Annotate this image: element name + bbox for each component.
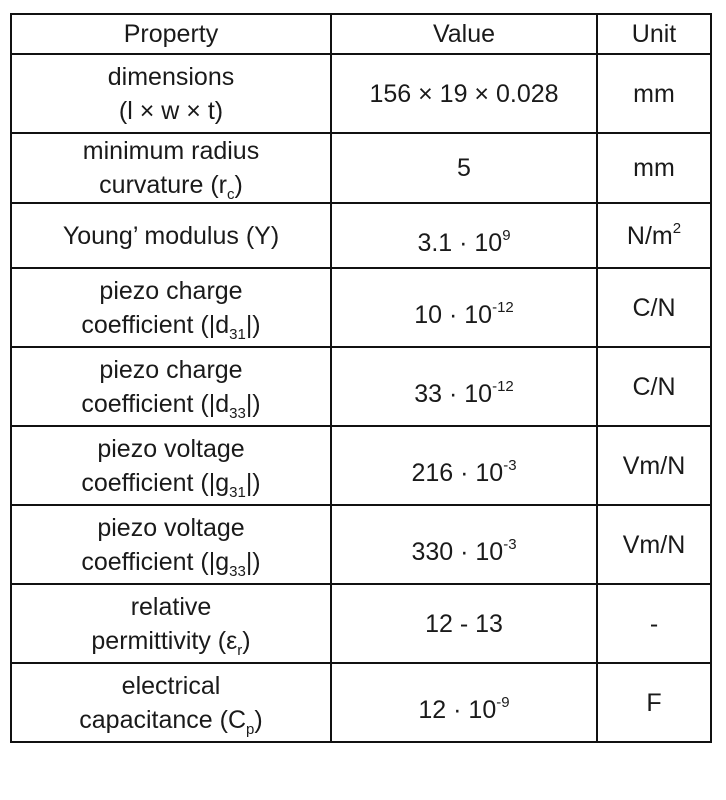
unit-cell (597, 347, 711, 426)
property-subscript: c (226, 186, 235, 203)
unit-base: mm (633, 79, 675, 108)
property-subscript: r (237, 641, 243, 659)
property-line1: Young’ modulus (Y) (62, 221, 280, 250)
property-line2-close: |) (245, 310, 261, 339)
properties-table (10, 13, 712, 743)
value-text (418, 693, 510, 724)
value-cell (331, 203, 597, 268)
value-text (425, 610, 503, 638)
value-cell (331, 505, 597, 584)
property-line1: electrical (121, 671, 221, 700)
header-unit: Unit (597, 14, 711, 54)
unit-cell (597, 505, 711, 584)
property-line2-close: |) (245, 547, 261, 576)
property-line2-close: |) (245, 468, 261, 497)
property-line1: relative (130, 592, 212, 621)
property-line1: piezo voltage (97, 434, 245, 463)
property-line2-close: ) (234, 171, 243, 199)
value-cell (331, 133, 597, 203)
value-base: 12 · 10 (418, 695, 497, 724)
header-property: Property (11, 14, 331, 54)
property-cell (11, 347, 331, 426)
value-exponent: -12 (492, 377, 514, 395)
value-text (414, 377, 514, 408)
property-subscript: 31 (229, 483, 246, 501)
property-line2: (l × w × t) (118, 96, 224, 125)
value-text (369, 80, 558, 108)
header-row (11, 14, 711, 54)
unit-base: Vm/N (622, 451, 686, 480)
property-cell (11, 505, 331, 584)
property-subscript: 33 (229, 404, 246, 422)
value-exponent: -9 (496, 693, 510, 711)
property-cell (11, 203, 331, 268)
property-line2: coefficient (|g (81, 547, 230, 576)
table-row (11, 663, 711, 742)
table-row (11, 133, 711, 203)
table-row (11, 505, 711, 584)
value-exponent: -3 (503, 456, 517, 474)
property-line2: curvature (r (99, 171, 227, 199)
property-line2: capacitance (C (79, 705, 247, 734)
header-value: Value (331, 14, 597, 54)
value-cell (331, 663, 597, 742)
value-text (457, 154, 471, 182)
unit-cell (597, 663, 711, 742)
property-line2-close: ) (242, 626, 251, 655)
property-line1: piezo voltage (97, 513, 245, 542)
value-base: 156 × 19 × 0.028 (369, 79, 559, 108)
value-cell (331, 54, 597, 133)
value-base: 3.1 · 10 (417, 228, 503, 257)
value-cell (331, 426, 597, 505)
property-line2-close: |) (245, 389, 261, 418)
property-cell (11, 663, 331, 742)
table-body (11, 54, 711, 742)
value-base: 216 · 10 (411, 458, 504, 487)
unit-exponent: 2 (672, 219, 682, 237)
unit-cell (597, 268, 711, 347)
property-line2: coefficient (|d (81, 310, 230, 339)
unit-base: mm (633, 154, 675, 182)
unit-cell (597, 133, 711, 203)
property-line1: piezo charge (99, 355, 243, 384)
property-cell (11, 54, 331, 133)
unit-base: N/m (626, 221, 673, 250)
unit-cell (597, 203, 711, 268)
unit-base: C/N (632, 372, 676, 401)
value-base: 330 · 10 (411, 537, 504, 566)
value-exponent: -12 (492, 298, 514, 316)
unit-base: Vm/N (622, 530, 686, 559)
table-row (11, 347, 711, 426)
unit-cell (597, 426, 711, 505)
value-cell (331, 347, 597, 426)
property-line1: minimum radius (82, 137, 260, 165)
value-base: 12 - 13 (425, 609, 503, 638)
property-cell (11, 268, 331, 347)
unit-base: - (649, 609, 659, 638)
property-subscript: p (246, 720, 255, 738)
property-line2-close: ) (254, 705, 263, 734)
unit-base: C/N (632, 293, 676, 322)
value-cell (331, 268, 597, 347)
properties-table-container (10, 13, 710, 743)
unit-cell (597, 54, 711, 133)
property-cell (11, 426, 331, 505)
property-line2: coefficient (|d (81, 389, 230, 418)
value-text (417, 226, 511, 257)
value-cell (331, 584, 597, 663)
value-base: 33 · 10 (414, 379, 493, 408)
property-line2: permittivity (ε (91, 626, 238, 655)
property-line2: coefficient (|g (81, 468, 230, 497)
table-row (11, 426, 711, 505)
unit-cell (597, 584, 711, 663)
table-row (11, 584, 711, 663)
value-base: 10 · 10 (414, 300, 493, 329)
property-line1: piezo charge (99, 276, 243, 305)
property-cell (11, 133, 331, 203)
value-text (414, 298, 514, 329)
table-row (11, 203, 711, 268)
value-exponent: -3 (503, 535, 517, 553)
value-exponent: 9 (502, 226, 511, 244)
unit-base: F (646, 688, 662, 717)
property-line1: dimensions (107, 62, 235, 91)
value-text (411, 456, 517, 487)
value-base: 5 (457, 154, 471, 182)
property-subscript: 33 (229, 562, 246, 580)
value-text (411, 535, 517, 566)
property-cell (11, 584, 331, 663)
table-row (11, 54, 711, 133)
property-subscript: 31 (229, 325, 246, 343)
table-row (11, 268, 711, 347)
